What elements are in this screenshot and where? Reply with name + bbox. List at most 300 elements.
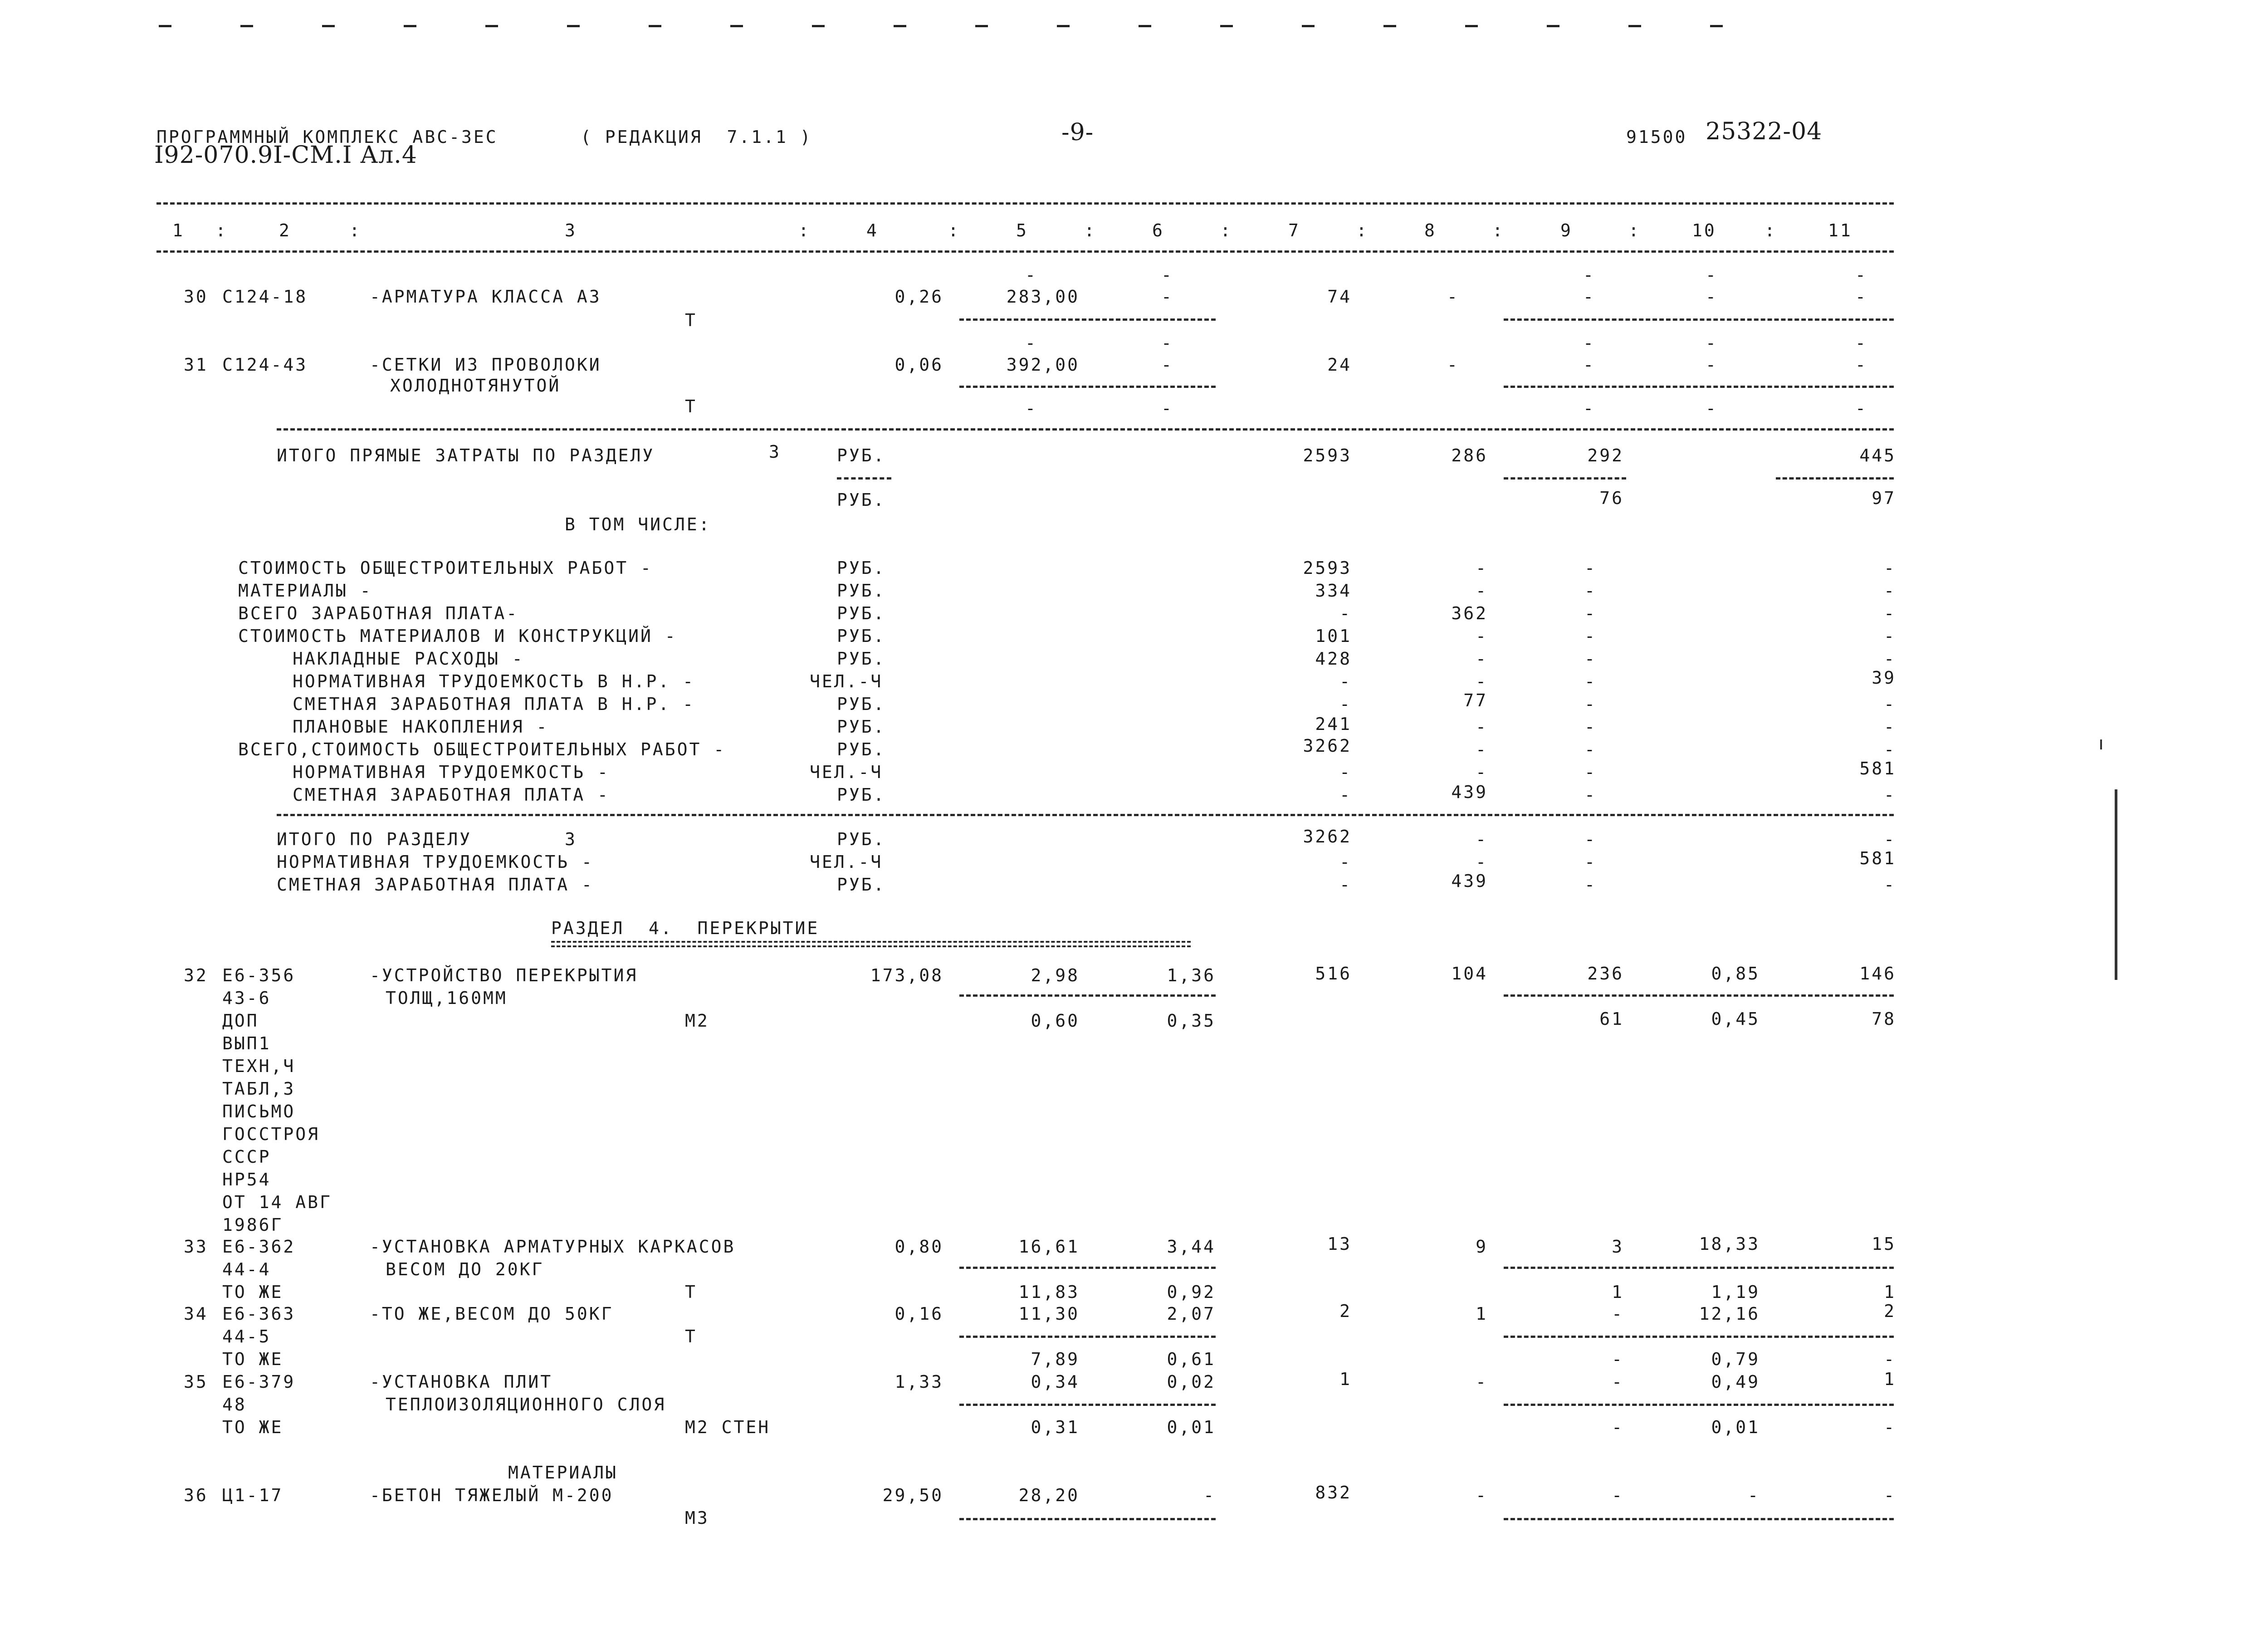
row-qty: 0,26 <box>894 287 943 307</box>
column-header: 4 <box>866 220 879 240</box>
cell-dash: - <box>1706 265 1718 285</box>
section-total-col11: 581 <box>1859 848 1896 868</box>
row-qty: 0,16 <box>894 1304 943 1324</box>
note-line: ВЫП1 <box>222 1033 271 1053</box>
row-col11-b: 1 <box>1884 1282 1896 1302</box>
row-col5: 0,34 <box>1031 1372 1080 1392</box>
breakdown-col8: - <box>1476 671 1488 691</box>
cell-rule <box>837 477 891 480</box>
scan-mark <box>2100 739 2102 749</box>
section-total-label: СМЕТНАЯ ЗАРАБОТНАЯ ПЛАТА - <box>277 875 594 895</box>
cell-dash: - <box>1583 265 1595 285</box>
row-name-cont: ХОЛОДНОТЯНУТОЙ <box>390 376 561 396</box>
breakdown-col9: - <box>1584 581 1597 601</box>
breakdown-unit: ЧЕЛ.-Ч <box>810 671 883 691</box>
row-col8: - <box>1476 1372 1488 1392</box>
breakdown-label: СТОИМОСТЬ ОБЩЕСТРОИТЕЛЬНЫХ РАБОТ - <box>238 558 653 578</box>
perforation-mark <box>485 25 498 27</box>
note-line: 1986Г <box>222 1215 284 1235</box>
cell-dash: - <box>1583 333 1595 353</box>
column-separator: : <box>215 220 228 240</box>
section-total-label: ИТОГО ПО РАЗДЕЛУ <box>277 829 472 849</box>
unit-label: РУБ. <box>837 490 886 510</box>
breakdown-label: СТОИМОСТЬ МАТЕРИАЛОВ И КОНСТРУКЦИЙ - <box>238 626 677 646</box>
column-header: 6 <box>1152 220 1164 240</box>
column-separator: : <box>1356 220 1369 240</box>
row-same-note: ТО ЖЕ <box>222 1282 284 1302</box>
handwritten-code: 25322-04 <box>1706 118 1823 145</box>
section-rule <box>277 814 1894 816</box>
row-unit: Т <box>685 1282 697 1302</box>
breakdown-col8: - <box>1476 717 1488 737</box>
row-unit: Т <box>685 397 697 416</box>
row-col5: 16,61 <box>1018 1237 1080 1257</box>
note-line: ГОССТРОЯ <box>222 1124 320 1144</box>
row-qty: 0,80 <box>894 1237 943 1257</box>
breakdown-col7: 2593 <box>1303 558 1352 578</box>
note-line: СССР <box>222 1147 271 1167</box>
cell-rule <box>1504 318 1894 321</box>
row-col8: 1 <box>1476 1304 1488 1324</box>
breakdown-label: НОРМАТИВНАЯ ТРУДОЕМКОСТЬ В Н.Р. - <box>293 671 695 691</box>
row-name: -УСТРОЙСТВО ПЕРЕКРЫТИЯ <box>370 965 638 985</box>
row-number: 35 <box>184 1372 208 1392</box>
row-col7: 832 <box>1315 1483 1352 1503</box>
breakdown-col7: - <box>1339 603 1352 623</box>
perforation-mark <box>1465 25 1478 27</box>
printed-code: 91500 <box>1626 127 1687 147</box>
perforation-mark <box>1057 25 1070 27</box>
row-col7: 1 <box>1339 1369 1352 1389</box>
row-col7: 13 <box>1327 1234 1352 1254</box>
row-col11-b: 78 <box>1872 1009 1896 1029</box>
row-col11-b: - <box>1884 1349 1896 1369</box>
perforation-mark <box>975 25 988 27</box>
breakdown-col8: - <box>1476 762 1488 782</box>
cell-dash: - <box>1447 287 1459 307</box>
column-separator: : <box>948 220 960 240</box>
perforation-mark <box>322 25 335 27</box>
note-line: НР54 <box>222 1170 271 1190</box>
perforation-mark <box>1710 25 1723 27</box>
breakdown-label: СМЕТНАЯ ЗАРАБОТНАЯ ПЛАТА - <box>293 785 610 805</box>
column-header-rule <box>156 250 1894 253</box>
cell-dash: - <box>1855 398 1867 418</box>
note-line: 43-6 <box>222 988 271 1008</box>
row-col6-b: 0,92 <box>1167 1282 1216 1302</box>
breakdown-unit: РУБ. <box>837 558 886 578</box>
breakdown-col9: - <box>1584 739 1597 759</box>
row-subcode: 44-4 <box>222 1259 271 1279</box>
row-col7: 74 <box>1327 287 1352 307</box>
row-col6-b: 0,61 <box>1167 1349 1216 1369</box>
breakdown-col7: 241 <box>1315 714 1352 734</box>
column-separator: : <box>1492 220 1505 240</box>
breakdown-col7: 428 <box>1315 649 1352 669</box>
breakdown-col7: - <box>1339 694 1352 714</box>
row-code: Е6-363 <box>222 1304 296 1324</box>
breakdown-col7: 101 <box>1315 626 1352 646</box>
cell-dash: - <box>1706 287 1718 307</box>
section-4-underline <box>551 941 1191 947</box>
including-heading: В ТОМ ЧИСЛЕ: <box>565 514 711 534</box>
row-code: Ц1-17 <box>222 1485 284 1505</box>
column-separator: : <box>1220 220 1232 240</box>
breakdown-unit: ЧЕЛ.-Ч <box>810 762 883 782</box>
cell-dash: - <box>1706 333 1718 353</box>
row-name-cont: ВЕСОМ ДО 20КГ <box>386 1259 544 1279</box>
column-separator: : <box>798 220 811 240</box>
perforation-mark <box>1628 25 1641 27</box>
breakdown-col7: - <box>1339 671 1352 691</box>
row-col5-b: 0,60 <box>1031 1011 1080 1031</box>
cell-rule <box>1504 1267 1894 1269</box>
row-name: -СЕТКИ ИЗ ПРОВОЛОКИ <box>370 355 601 375</box>
breakdown-col8: 77 <box>1463 690 1488 710</box>
column-header: 9 <box>1560 220 1573 240</box>
cell-dash: - <box>1447 355 1459 375</box>
breakdown-label: НАКЛАДНЫЕ РАСХОДЫ - <box>293 649 524 669</box>
row-col6-b: 0,35 <box>1167 1011 1216 1031</box>
breakdown-col9: - <box>1584 626 1597 646</box>
cell-dash: - <box>1855 287 1867 307</box>
cell-dash: - <box>1855 333 1867 353</box>
breakdown-col8: - <box>1476 581 1488 601</box>
section-total-col9: - <box>1584 852 1597 872</box>
column-header: 5 <box>1016 220 1028 240</box>
cell-rule <box>1504 386 1894 388</box>
row-col9: - <box>1612 1304 1624 1324</box>
cell-dash: - <box>1161 265 1173 285</box>
total-col8: 286 <box>1451 445 1488 465</box>
breakdown-label: НОРМАТИВНАЯ ТРУДОЕМКОСТЬ - <box>293 762 610 782</box>
section-total-col9: - <box>1584 829 1597 849</box>
row-subcode: 48 <box>222 1395 247 1415</box>
row-col6: 3,44 <box>1167 1237 1216 1257</box>
breakdown-col9: - <box>1584 603 1597 623</box>
cell-dash: - <box>1706 355 1718 375</box>
row-number: 32 <box>184 965 208 985</box>
cell-dash: - <box>1161 398 1173 418</box>
perforation-mark <box>894 25 906 27</box>
cell-rule <box>959 386 1216 388</box>
perforation-mark <box>812 25 825 27</box>
row-col9-b: 1 <box>1612 1282 1624 1302</box>
row-code: Е6-356 <box>222 965 296 985</box>
total-col9: 292 <box>1587 445 1624 465</box>
row-number: 34 <box>184 1304 208 1324</box>
row-name: -УСТАНОВКА ПЛИТ <box>370 1372 553 1392</box>
breakdown-col9: - <box>1584 649 1597 669</box>
column-header: 3 <box>565 220 577 240</box>
row-name-cont: ТОЛЩ,160ММ <box>386 988 508 1008</box>
perforation-mark <box>567 25 580 27</box>
document-id: I92-070.9I-СМ.I Ал.4 <box>154 142 417 169</box>
column-header: 7 <box>1288 220 1300 240</box>
breakdown-label: ПЛАНОВЫЕ НАКОПЛЕНИЯ - <box>293 717 549 737</box>
row-col7: 516 <box>1315 964 1352 984</box>
row-number: 36 <box>184 1485 208 1505</box>
cell-rule <box>1504 1518 1894 1520</box>
row-code: С124-43 <box>222 355 308 375</box>
breakdown-col11: - <box>1884 739 1896 759</box>
row-col10: 18,33 <box>1699 1234 1760 1254</box>
section-total-col8: - <box>1476 829 1488 849</box>
row-col10-b: 0,45 <box>1711 1009 1760 1029</box>
row-code: Е6-379 <box>222 1372 296 1392</box>
row-unit: М3 <box>685 1508 709 1528</box>
note-line: ПИСЬМО <box>222 1101 296 1121</box>
column-header: 1 <box>172 220 185 240</box>
perforation-mark <box>649 25 661 27</box>
row-qty: 0,06 <box>894 355 943 375</box>
column-separator: : <box>1084 220 1096 240</box>
cell-rule <box>959 1267 1216 1269</box>
row-col10: 0,85 <box>1711 964 1760 984</box>
breakdown-col11: - <box>1884 717 1896 737</box>
column-separator: : <box>1628 220 1641 240</box>
cell-dash: - <box>1583 398 1595 418</box>
section-total-col7: - <box>1339 875 1352 895</box>
cell-rule <box>1776 477 1894 480</box>
section-total-unit: ЧЕЛ.-Ч <box>810 852 883 872</box>
scan-mark <box>2115 789 2117 980</box>
breakdown-unit: РУБ. <box>837 581 886 601</box>
row-col6-b: 0,01 <box>1167 1417 1216 1437</box>
breakdown-col11: - <box>1884 694 1896 714</box>
column-header: 2 <box>279 220 291 240</box>
breakdown-col11: 581 <box>1859 759 1896 778</box>
section-4-title: РАЗДЕЛ 4. ПЕРЕКРЫТИЕ <box>551 918 820 938</box>
cell-dash: - <box>1706 398 1718 418</box>
cell-dash: - <box>1855 355 1867 375</box>
breakdown-col11: - <box>1884 785 1896 805</box>
section-total-label: НОРМАТИВНАЯ ТРУДОЕМКОСТЬ - <box>277 852 594 872</box>
unit-label: РУБ. <box>837 445 886 465</box>
row-price: 392,00 <box>1006 355 1080 375</box>
row-same-note: ТО ЖЕ <box>222 1417 284 1437</box>
perforation-mark <box>730 25 743 27</box>
breakdown-col7: 3262 <box>1303 736 1352 756</box>
perforation-mark <box>240 25 253 27</box>
row-col8: 104 <box>1451 964 1488 984</box>
breakdown-unit: РУБ. <box>837 739 886 759</box>
row-col8: - <box>1476 1485 1488 1505</box>
row-col9-b: 61 <box>1599 1009 1624 1029</box>
breakdown-col9: - <box>1584 717 1597 737</box>
row-name-cont: ТЕПЛОИЗОЛЯЦИОННОГО СЛОЯ <box>386 1395 666 1415</box>
perforation-mark <box>1383 25 1396 27</box>
row-col7: 24 <box>1327 355 1352 375</box>
row-number: 31 <box>184 355 208 375</box>
column-separator: : <box>349 220 362 240</box>
row-col11: 2 <box>1884 1301 1896 1321</box>
breakdown-label: ВСЕГО,СТОИМОСТЬ ОБЩЕСТРОИТЕЛЬНЫХ РАБОТ - <box>238 739 726 759</box>
breakdown-unit: РУБ. <box>837 785 886 805</box>
breakdown-col7: - <box>1339 785 1352 805</box>
breakdown-col9: - <box>1584 558 1597 578</box>
cell-dash: - <box>1025 265 1037 285</box>
breakdown-col8: - <box>1476 739 1488 759</box>
row-name: -АРМАТУРА КЛАССА А3 <box>370 287 601 307</box>
row-col10-b: 0,01 <box>1711 1417 1760 1437</box>
page-number: -9- <box>1061 119 1094 146</box>
row-col11: - <box>1884 1485 1896 1505</box>
note-line: ОТ 14 АВГ <box>222 1192 332 1212</box>
total-col7: 2593 <box>1303 445 1352 465</box>
row-name: -БЕТОН ТЯЖЕЛЫЙ М-200 <box>370 1485 614 1505</box>
row-qty: 1,33 <box>894 1372 943 1392</box>
column-header: 11 <box>1828 220 1853 240</box>
row-code: С124-18 <box>222 287 308 307</box>
row-col10-b: 1,19 <box>1711 1282 1760 1302</box>
row-number: 30 <box>184 287 208 307</box>
materials-heading: МАТЕРИАЛЫ <box>508 1463 618 1483</box>
cell-rule <box>959 1404 1216 1406</box>
row-col6: 1,36 <box>1167 965 1216 985</box>
cell-dash: - <box>1161 333 1173 353</box>
section-total-col7: - <box>1339 852 1352 872</box>
section-total-col11: - <box>1884 829 1896 849</box>
row-col5-b: 7,89 <box>1031 1349 1080 1369</box>
row-col5: 11,30 <box>1018 1304 1080 1324</box>
cell-rule <box>959 1518 1216 1520</box>
row-col10: - <box>1748 1485 1760 1505</box>
row-col5-b: 11,83 <box>1018 1282 1080 1302</box>
program-name: ПРОГРАММНЫЙ КОМПЛЕКС АВС-ЗЕС <box>156 127 498 147</box>
breakdown-col7: 334 <box>1315 581 1352 601</box>
total-col9-b: 76 <box>1599 488 1624 508</box>
row-col5-b: 0,31 <box>1031 1417 1080 1437</box>
breakdown-col9: - <box>1584 694 1597 714</box>
table-top-rule <box>156 202 1894 205</box>
row-col9: - <box>1612 1485 1624 1505</box>
breakdown-unit: РУБ. <box>837 717 886 737</box>
perforation-mark <box>1139 25 1151 27</box>
cell-rule <box>959 994 1216 997</box>
cell-rule <box>1504 1404 1894 1406</box>
breakdown-col11: - <box>1884 558 1896 578</box>
breakdown-col7: - <box>1339 762 1352 782</box>
row-col5: 28,20 <box>1018 1485 1080 1505</box>
row-col10: 0,49 <box>1711 1372 1760 1392</box>
cell-dash: - <box>1161 287 1173 307</box>
cell-rule <box>1504 994 1894 997</box>
row-name: -ТО ЖЕ,ВЕСОМ ДО 50КГ <box>370 1304 614 1324</box>
row-col7: 2 <box>1339 1301 1352 1321</box>
total-label: ИТОГО ПРЯМЫЕ ЗАТРАТЫ ПО РАЗДЕЛУ <box>277 445 655 465</box>
cell-dash: - <box>1583 287 1595 307</box>
row-same-note: ТО ЖЕ <box>222 1349 284 1369</box>
breakdown-col8: 362 <box>1451 603 1488 623</box>
perforation-mark <box>1220 25 1233 27</box>
note-line: ТАБЛ,3 <box>222 1079 296 1099</box>
cell-dash: - <box>1161 355 1173 375</box>
perforation-mark <box>404 25 416 27</box>
section-total-unit: РУБ. <box>837 875 886 895</box>
row-col11: 146 <box>1859 964 1896 984</box>
breakdown-unit: РУБ. <box>837 649 886 669</box>
total-col11: 445 <box>1859 445 1896 465</box>
row-qty: 173,08 <box>870 965 943 985</box>
breakdown-label: СМЕТНАЯ ЗАРАБОТНАЯ ПЛАТА В Н.Р. - <box>293 694 695 714</box>
section-total-col11: - <box>1884 875 1896 895</box>
row-name: -УСТАНОВКА АРМАТУРНЫХ КАРКАСОВ <box>370 1237 736 1257</box>
breakdown-col9: - <box>1584 785 1597 805</box>
row-unit: Т <box>685 310 697 330</box>
row-col8: 9 <box>1476 1237 1488 1257</box>
row-code: Е6-362 <box>222 1237 296 1257</box>
row-col9: - <box>1612 1372 1624 1392</box>
cell-rule <box>959 318 1216 321</box>
breakdown-col9: - <box>1584 671 1597 691</box>
row-col9-b: - <box>1612 1349 1624 1369</box>
breakdown-unit: РУБ. <box>837 603 886 623</box>
breakdown-col11: 39 <box>1872 668 1896 688</box>
row-col11: 1 <box>1884 1369 1896 1389</box>
breakdown-col11: - <box>1884 581 1896 601</box>
note-line: ДОП <box>222 1011 259 1031</box>
perforation-mark <box>159 25 171 27</box>
row-col6: 2,07 <box>1167 1304 1216 1324</box>
perforation-mark <box>1547 25 1559 27</box>
row-col6: 0,02 <box>1167 1372 1216 1392</box>
breakdown-unit: РУБ. <box>837 694 886 714</box>
column-header: 10 <box>1692 220 1716 240</box>
breakdown-col11: - <box>1884 626 1896 646</box>
row-number: 33 <box>184 1237 208 1257</box>
breakdown-unit: РУБ. <box>837 626 886 646</box>
program-edition: ( РЕДАКЦИЯ 7.1.1 ) <box>581 127 812 147</box>
row-qty: 29,50 <box>882 1485 943 1505</box>
row-col9-b: - <box>1612 1417 1624 1437</box>
cell-rule <box>1504 1336 1894 1338</box>
breakdown-label: МАТЕРИАЛЫ - <box>238 581 372 601</box>
section-total-col7: 3262 <box>1303 827 1352 847</box>
cell-dash: - <box>1025 398 1037 418</box>
section-total-col9: - <box>1584 875 1597 895</box>
breakdown-col8: - <box>1476 626 1488 646</box>
cell-rule <box>1504 477 1626 480</box>
row-price: 283,00 <box>1006 287 1080 307</box>
cell-dash: - <box>1583 355 1595 375</box>
row-col9: 236 <box>1587 964 1624 984</box>
row-col10-b: 0,79 <box>1711 1349 1760 1369</box>
row-unit: Т <box>685 1327 697 1346</box>
section-total-col8: - <box>1476 852 1488 872</box>
section-rule <box>277 428 1894 431</box>
row-col5: 2,98 <box>1031 965 1080 985</box>
row-unit: М2 <box>685 1011 709 1031</box>
row-unit: М2 СТЕН <box>685 1417 771 1437</box>
breakdown-col8: - <box>1476 649 1488 669</box>
total-col11-b: 97 <box>1872 488 1896 508</box>
note-line: ТЕХН,Ч <box>222 1056 296 1076</box>
section-total-number: 3 <box>565 829 577 849</box>
section-total-unit: РУБ. <box>837 829 886 849</box>
breakdown-label: ВСЕГО ЗАРАБОТНАЯ ПЛАТА- <box>238 603 519 623</box>
section-number: 3 <box>769 442 781 462</box>
cell-dash: - <box>1025 333 1037 353</box>
breakdown-col8: - <box>1476 558 1488 578</box>
cell-rule <box>959 1336 1216 1338</box>
breakdown-col9: - <box>1584 762 1597 782</box>
breakdown-col11: - <box>1884 603 1896 623</box>
row-col9: 3 <box>1612 1237 1624 1257</box>
perforation-mark <box>1302 25 1315 27</box>
row-subcode: 44-5 <box>222 1327 271 1346</box>
row-col11-b: - <box>1884 1417 1896 1437</box>
